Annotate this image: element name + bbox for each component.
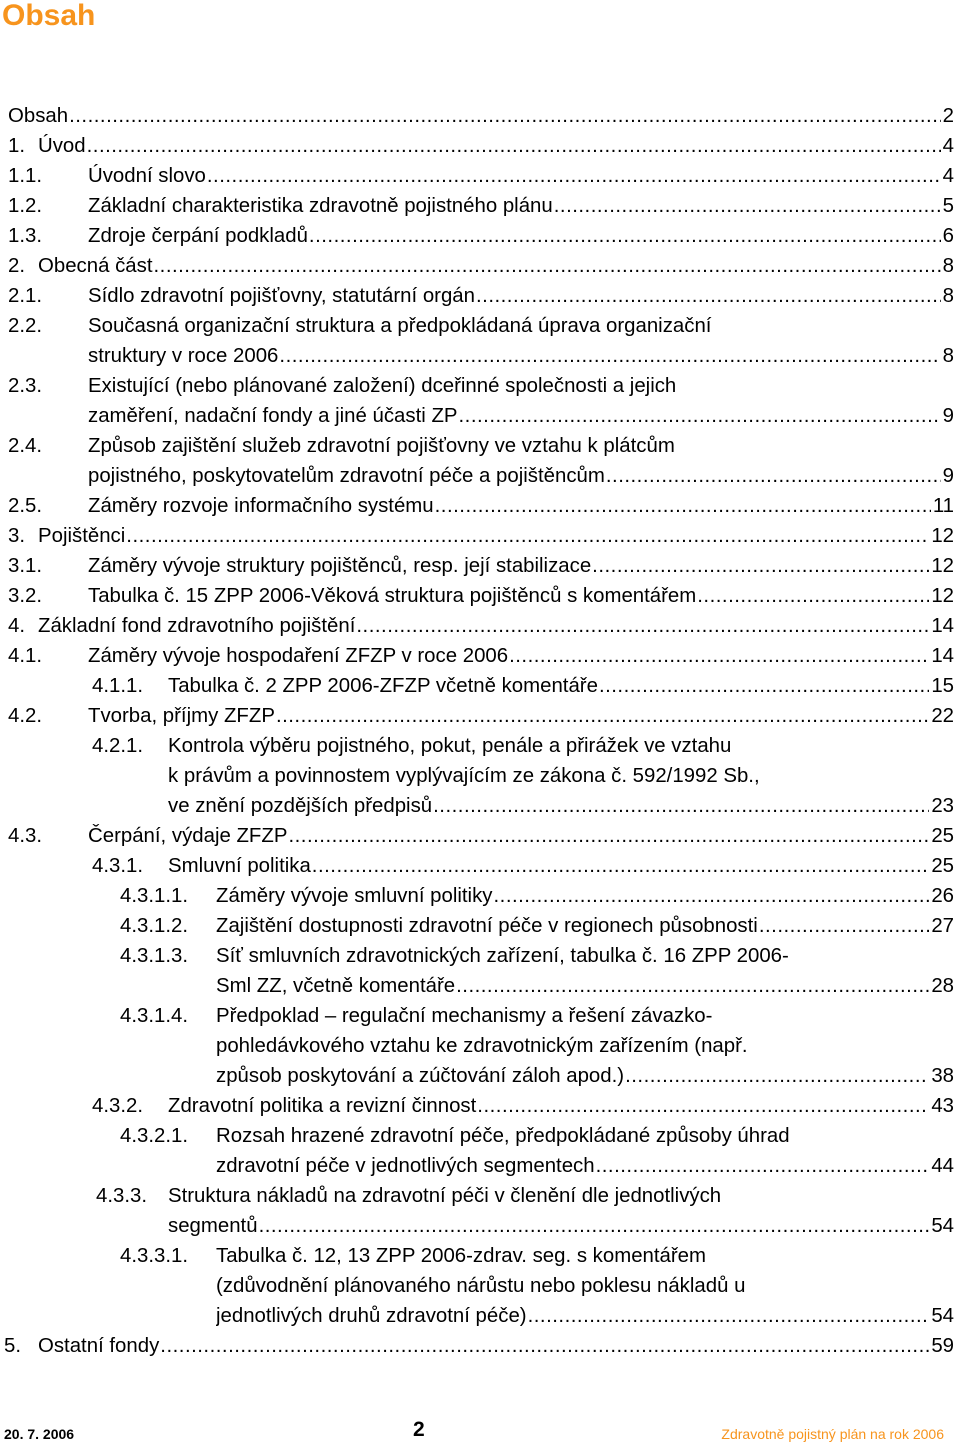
toc-entry-page: 9 — [942, 465, 954, 487]
toc-entry[interactable] — [0, 761, 960, 791]
toc-entry-page: 22 — [931, 705, 954, 727]
toc-entry-title: Tabulka č. 12, 13 ZPP 2006-zdrav. seg. s komentářem — [216, 1245, 707, 1267]
toc-dot-leader — [69, 101, 941, 131]
toc-dot-leader — [697, 581, 929, 611]
toc-entry-title-wrap — [38, 1331, 954, 1361]
toc-entry-page: 8 — [942, 285, 954, 307]
toc-entry-number: 1. — [8, 135, 26, 157]
toc-dot-leader — [528, 1301, 930, 1331]
toc-entry-title-wrap — [216, 1241, 706, 1271]
toc-entry-title: pojistného, poskytovatelům zdravotní péče a pojištěncům — [88, 465, 605, 487]
toc-entry-page: 54 — [931, 1215, 954, 1237]
toc-entry-number: 1.1. — [8, 165, 43, 187]
toc-entry-title-wrap — [216, 1061, 954, 1091]
toc-entry-title: Struktura nákladů na zdravotní péči v členění dle jednotlivých — [168, 1185, 722, 1207]
toc-entry-title-wrap — [88, 821, 954, 851]
toc-entry-page: 23 — [931, 795, 954, 817]
toc-dot-leader — [153, 251, 940, 281]
toc-entry[interactable] — [0, 131, 960, 161]
toc-entry[interactable] — [0, 401, 960, 431]
toc-entry-number: 3.2. — [8, 585, 43, 607]
toc-entry-page: 14 — [931, 615, 954, 637]
toc-entry-page: 4 — [942, 165, 954, 187]
toc-entry-title: Způsob zajištění služeb zdravotní pojišťovny ve vztahu k plátcům — [88, 435, 675, 457]
toc-entry-number: 4.3.1.3. — [120, 945, 189, 967]
toc-dot-leader — [309, 221, 941, 251]
toc-dot-leader — [207, 161, 941, 191]
toc-dot-leader — [87, 131, 941, 161]
toc-entry-number: 3. — [8, 525, 26, 547]
toc-entry[interactable] — [0, 1001, 960, 1031]
toc-entry[interactable] — [0, 881, 960, 911]
toc-entry-number: 4. — [8, 615, 26, 637]
toc-entry-title-wrap — [88, 191, 954, 221]
toc-entry-title-wrap — [88, 701, 954, 731]
toc-entry-title-wrap — [216, 911, 954, 941]
toc-entry[interactable] — [0, 641, 960, 671]
toc-entry-number: 2.1. — [8, 285, 43, 307]
toc-entry[interactable] — [0, 1211, 960, 1241]
toc-entry-title-wrap — [88, 311, 711, 341]
toc-entry-title: Ostatní fondy — [38, 1335, 160, 1357]
toc-entry-title: segmentů — [168, 1215, 258, 1237]
toc-entry-title-wrap — [168, 851, 954, 881]
toc-entry-title-wrap — [216, 1151, 954, 1181]
toc-entry[interactable] — [0, 1181, 960, 1211]
toc-dot-leader — [356, 611, 929, 641]
toc-entry-title-wrap — [88, 161, 954, 191]
toc-entry-number: 4.2.1. — [92, 735, 144, 757]
toc-dot-leader — [476, 281, 941, 311]
toc-entry-number: 4.3.1.4. — [120, 1005, 189, 1027]
toc-entry-title: Sídlo zdravotní pojišťovny, statutární orgán — [88, 285, 475, 307]
toc-entry[interactable] — [0, 1091, 960, 1121]
toc-entry-title-wrap — [168, 671, 954, 701]
toc-entry[interactable] — [0, 941, 960, 971]
toc-entry-number: 4.1.1. — [92, 675, 144, 697]
toc-entry-number: 4.3.1.1. — [120, 885, 189, 907]
toc-dot-leader — [509, 641, 929, 671]
toc-entry-title: Základní fond zdravotního pojištění — [38, 615, 356, 637]
toc-entry[interactable] — [0, 191, 960, 221]
toc-entry-number: 1.2. — [8, 195, 43, 217]
toc-entry-title: Úvod — [38, 135, 86, 157]
toc-entry[interactable] — [0, 851, 960, 881]
toc-entry-title-wrap — [168, 731, 731, 761]
toc-dot-leader — [160, 1331, 929, 1361]
toc-entry-title: Záměry vývoje struktury pojištěnců, resp. její stabilizace — [88, 555, 592, 577]
toc-entry[interactable] — [0, 101, 960, 131]
toc-entry-number: 2.2. — [8, 315, 43, 337]
toc-entry[interactable] — [0, 281, 960, 311]
toc-entry-page: 12 — [931, 555, 954, 577]
toc-entry-title: Záměry vývoje smluvní politiky — [216, 885, 493, 907]
toc-entry-number: 2.3. — [8, 375, 43, 397]
toc-entry-title-wrap — [168, 761, 760, 791]
toc-entry-page: 15 — [931, 675, 954, 697]
toc-dot-leader — [592, 551, 929, 581]
toc-dot-leader — [126, 521, 929, 551]
toc-entry-title: zdravotní péče v jednotlivých segmentech — [216, 1155, 595, 1177]
toc-entry-title: Kontrola výběru pojistného, pokut, penále a přirážek ve vztahu — [168, 735, 732, 757]
toc-entry-title: Zdroje čerpání podkladů — [88, 225, 308, 247]
toc-entry-title: ve znění pozdějších předpisů — [168, 795, 433, 817]
toc-entry[interactable] — [0, 491, 960, 521]
toc-entry-number: 2.5. — [8, 495, 43, 517]
toc-entry-number: 3.1. — [8, 555, 43, 577]
toc-entry-title: Tabulka č. 2 ZPP 2006-ZFZP včetně komentáře — [168, 675, 598, 697]
toc-entry-title-wrap — [216, 941, 789, 971]
toc-entry-page: 25 — [931, 825, 954, 847]
toc-entry-page: 11 — [932, 495, 954, 517]
toc-entry-title-wrap — [88, 461, 954, 491]
toc-entry-page: 12 — [931, 585, 954, 607]
toc-entry-page: 28 — [931, 975, 954, 997]
toc-entry-title-wrap — [88, 401, 954, 431]
toc-entry-title: způsob poskytování a zúčtování záloh apod.) — [216, 1065, 625, 1087]
toc-entry[interactable] — [0, 1151, 960, 1181]
toc-entry-title: Tabulka č. 15 ZPP 2006-Věková struktura pojištěnců s komentářem — [88, 585, 697, 607]
toc-dot-leader — [625, 1061, 929, 1091]
toc-entry-page: 6 — [942, 225, 954, 247]
toc-entry-title: k právům a povinnostem vyplývajícím ze zákona č. 592/1992 Sb., — [168, 765, 760, 787]
toc-entry-number: 4.3.1. — [92, 855, 144, 877]
toc-entry-title-wrap — [168, 791, 954, 821]
toc-entry-number: 4.3.2.1. — [120, 1125, 189, 1147]
toc-entry[interactable] — [0, 971, 960, 1001]
toc-dot-leader — [493, 881, 929, 911]
toc-entry-page: 2 — [942, 105, 954, 127]
toc-entry-title-wrap — [88, 641, 954, 671]
toc-entry-title: Pojištěnci — [38, 525, 126, 547]
toc-entry[interactable] — [0, 911, 960, 941]
toc-dot-leader — [288, 821, 929, 851]
toc-entry-page: 5 — [942, 195, 954, 217]
toc-entry-title: Předpoklad – regulační mechanismy a řešení závazko- — [216, 1005, 713, 1027]
toc-entry-title-wrap — [88, 431, 675, 461]
toc-entry-title-wrap — [216, 1121, 790, 1151]
toc-dot-leader — [599, 671, 929, 701]
toc-entry-number: 1.3. — [8, 225, 43, 247]
toc-entry-title-wrap — [38, 251, 954, 281]
toc-entry-title-wrap — [88, 491, 954, 521]
toc-entry-number: 4.3.3.1. — [120, 1245, 189, 1267]
toc-entry[interactable] — [0, 431, 960, 461]
toc-dot-leader — [312, 851, 930, 881]
toc-entry-title-wrap — [216, 1301, 954, 1331]
toc-entry-title-wrap — [216, 1001, 712, 1031]
toc-dot-leader — [554, 191, 941, 221]
toc-entry-page: 44 — [931, 1155, 954, 1177]
toc-entry-title: Záměry vývoje hospodaření ZFZP v roce 2006 — [88, 645, 509, 667]
toc-dot-leader — [477, 1091, 929, 1121]
toc-entry-title: (zdůvodnění plánovaného nárůstu nebo poklesu nákladů u — [216, 1275, 746, 1297]
toc-entry-number: 4.1. — [8, 645, 43, 667]
toc-entry[interactable] — [0, 611, 960, 641]
toc-dot-leader — [276, 701, 929, 731]
toc-entry-title-wrap — [216, 881, 954, 911]
toc-entry[interactable] — [0, 1031, 960, 1061]
toc-entry-page: 43 — [931, 1095, 954, 1117]
toc-entry-title: struktury v roce 2006 — [88, 345, 279, 367]
toc-entry-page: 54 — [931, 1305, 954, 1327]
toc-entry[interactable] — [0, 1241, 960, 1271]
toc-entry-page: 14 — [931, 645, 954, 667]
toc-entry-title-wrap — [168, 1181, 721, 1211]
toc-entry[interactable] — [0, 161, 960, 191]
toc-entry-title-wrap — [88, 551, 954, 581]
toc-entry-title: Současná organizační struktura a předpokládaná úprava organizační — [88, 315, 712, 337]
toc-entry-title-wrap — [216, 971, 954, 1001]
toc-entry-page: 25 — [931, 855, 954, 877]
toc-entry[interactable] — [0, 821, 960, 851]
toc-entry-title-wrap — [88, 581, 954, 611]
toc-entry-number: 4.3.3. — [96, 1185, 148, 1207]
toc-entry-title-wrap — [88, 341, 954, 371]
toc-entry[interactable] — [0, 791, 960, 821]
toc-entry[interactable] — [0, 311, 960, 341]
toc-entry-title-wrap — [88, 221, 954, 251]
toc-entry-title-wrap — [216, 1031, 748, 1061]
toc-entry[interactable] — [0, 551, 960, 581]
toc-entry-number: 2.4. — [8, 435, 43, 457]
toc-entry-page: 38 — [931, 1065, 954, 1087]
toc-entry-title: Čerpání, výdaje ZFZP — [88, 825, 288, 847]
toc-entry-title: Sml ZZ, včetně komentáře — [216, 975, 456, 997]
toc-entry-number: 4.3.1.2. — [120, 915, 189, 937]
toc-entry[interactable] — [0, 371, 960, 401]
toc-dot-leader — [433, 791, 929, 821]
toc-entry[interactable] — [0, 251, 960, 281]
toc-entry-title: jednotlivých druhů zdravotní péče) — [216, 1305, 527, 1327]
toc-entry-title: Záměry rozvoje informačního systému — [88, 495, 434, 517]
toc-entry-page: 8 — [942, 255, 954, 277]
page-footer — [0, 1418, 960, 1446]
toc-entry-title-wrap — [38, 611, 954, 641]
toc-entry-number: 5. — [4, 1335, 22, 1357]
toc-entry-page: 9 — [942, 405, 954, 427]
toc-entry-number: 4.3.2. — [92, 1095, 144, 1117]
toc-entry[interactable] — [0, 221, 960, 251]
toc-entry-title-wrap — [8, 101, 954, 131]
toc-dot-leader — [459, 401, 941, 431]
toc-dot-leader — [259, 1211, 930, 1241]
toc-entry-title: Obecná část — [38, 255, 153, 277]
toc-entry[interactable] — [0, 671, 960, 701]
toc-entry-title: Smluvní politika — [168, 855, 311, 877]
toc-entry-number: 4.2. — [8, 705, 43, 727]
toc-entry-title: zaměření, nadační fondy a jiné účasti ZP — [88, 405, 458, 427]
toc-entry-page: 4 — [942, 135, 954, 157]
toc-entry-page: 27 — [931, 915, 954, 937]
toc-dot-leader — [279, 341, 940, 371]
toc-entry-title-wrap — [88, 281, 954, 311]
toc-entry-title: Síť smluvních zdravotnických zařízení, tabulka č. 16 ZPP 2006- — [216, 945, 789, 967]
toc-entry-title: Úvodní slovo — [88, 165, 206, 187]
toc-entry-title-wrap — [168, 1211, 954, 1241]
toc-entry-title-wrap — [216, 1271, 745, 1301]
footer-date: 20. 7. 2006 — [4, 1426, 75, 1442]
toc-entry-title: Zdravotní politika a revizní činnost — [168, 1095, 477, 1117]
toc-entry[interactable] — [0, 1331, 960, 1361]
toc-entry-page: 59 — [931, 1335, 954, 1357]
toc-entry[interactable] — [0, 461, 960, 491]
toc-entry-page: 8 — [942, 345, 954, 367]
toc-entry[interactable] — [0, 1301, 960, 1331]
toc-entry-title: Rozsah hrazené zdravotní péče, předpokládané způsoby úhrad — [216, 1125, 790, 1147]
toc-dot-leader — [596, 1151, 930, 1181]
toc-entry[interactable] — [0, 701, 960, 731]
toc-entry[interactable] — [0, 1061, 960, 1091]
toc-entry-title-wrap — [88, 371, 676, 401]
toc-entry-title: Tvorba, příjmy ZFZP — [88, 705, 275, 727]
toc-entry-title: Obsah — [8, 105, 69, 127]
toc-entry-title-wrap — [38, 131, 954, 161]
toc-entry[interactable] — [0, 521, 960, 551]
toc-entry[interactable] — [0, 1271, 960, 1301]
table-of-contents — [0, 101, 960, 1361]
toc-dot-leader — [456, 971, 929, 1001]
toc-dot-leader — [606, 461, 941, 491]
toc-entry-number: 2. — [8, 255, 26, 277]
footer-plan-title: Zdravotně pojistný plán na rok 2006 — [721, 1426, 944, 1442]
toc-entry[interactable] — [0, 341, 960, 371]
toc-entry[interactable] — [0, 731, 960, 761]
toc-entry-title-wrap — [38, 521, 954, 551]
toc-dot-leader — [759, 911, 929, 941]
page-title: Obsah — [2, 0, 96, 32]
toc-entry-title: Existující (nebo plánované založení) dceřinné společnosti a jejich — [88, 375, 677, 397]
toc-entry-title: Zajištění dostupnosti zdravotní péče v regionech působnosti — [216, 915, 758, 937]
toc-dot-leader — [435, 491, 931, 521]
toc-entry-title: pohledávkového vztahu ke zdravotnickým zařízením (např. — [216, 1035, 748, 1057]
footer-page-number: 2 — [413, 1418, 425, 1441]
toc-entry-title: Základní charakteristika zdravotně pojistného plánu — [88, 195, 553, 217]
toc-entry-title-wrap — [168, 1091, 954, 1121]
toc-entry-page: 12 — [931, 525, 954, 547]
toc-entry[interactable] — [0, 581, 960, 611]
toc-entry[interactable] — [0, 1121, 960, 1151]
toc-entry-number: 4.3. — [8, 825, 43, 847]
toc-entry-page: 26 — [931, 885, 954, 907]
